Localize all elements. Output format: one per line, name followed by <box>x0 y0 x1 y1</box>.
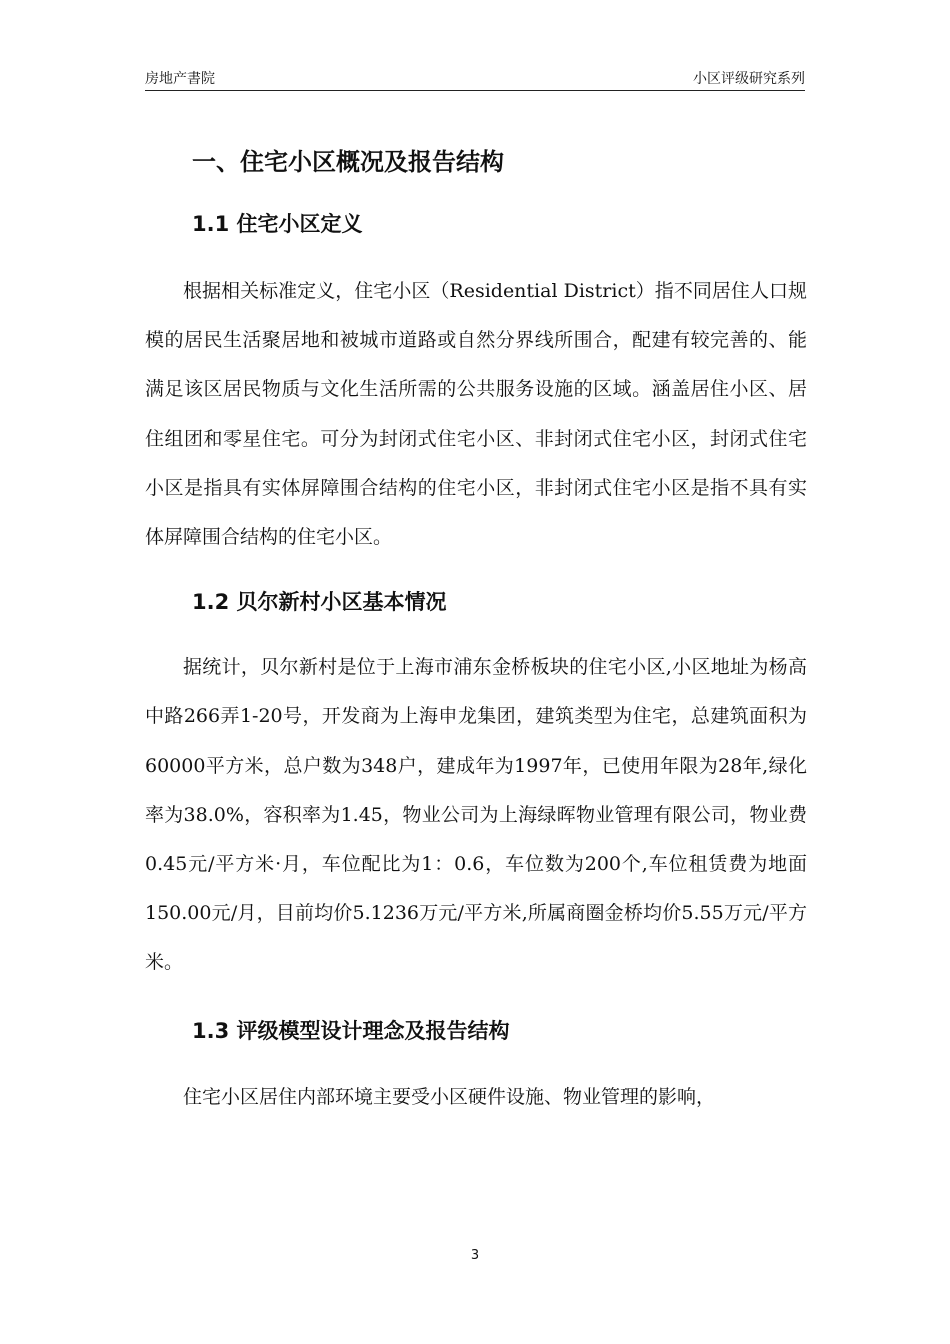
paragraph-basic-info: 据统计，贝尔新村是位于上海市浦东金桥板块的住宅小区,小区地址为杨高中路266弄1-20号，开发商为上海申龙集团，建筑类型为住宅，总建筑面积为60000平方米，总户数为348户，建成年为1997年，已使用年限为28年,绿化率为38.0%，容积率为1.45，物业公司为上海绿晖物业管理有限公司，物业费0.45元/平方米·月，车位配比为1：0.6，车位数为200个,车位租赁费为地面150.00元/月，目前均价5.1236万元/平方米,所属商圈金桥均价5.55万元/平方米。 <box>145 656 807 974</box>
header-right-title: 小区评级研究系列 <box>693 71 805 87</box>
subsection-heading-1-1: 1.1 住宅小区定义 <box>192 212 363 236</box>
page-number: 3 <box>470 1248 480 1263</box>
subsection-heading-1-2: 1.2 贝尔新村小区基本情况 <box>192 590 447 615</box>
paragraph-definition: 根据相关标准定义，住宅小区（Residential District）指不同居住人口规模的居民生活聚居地和被城市道路或自然分界线所围合，配建有较完善的、能满足该区居民物质与文化生活所需的公共服务设施的区域。涵盖居住小区、居住组团和零星住宅。可分为封闭式住宅小区、非封闭式住宅小区，封闭式住宅小区是指具有实体屏障围合结构的住宅小区，非封闭式住宅小区是指不具有实体屏障围合结构的住宅小区。 <box>145 280 807 549</box>
header-left-title: 房地产書院 <box>145 71 215 87</box>
section-title: 一、住宅小区概况及报告结构 <box>192 148 504 176</box>
page-header <box>145 66 805 91</box>
subsection-heading-1-3: 1.3 评级模型设计理念及报告结构 <box>192 1018 510 1043</box>
document-body <box>145 140 807 1122</box>
paragraph-model-design: 住宅小区居住内部环境主要受小区硬件设施、物业管理的影响， <box>183 1085 716 1108</box>
